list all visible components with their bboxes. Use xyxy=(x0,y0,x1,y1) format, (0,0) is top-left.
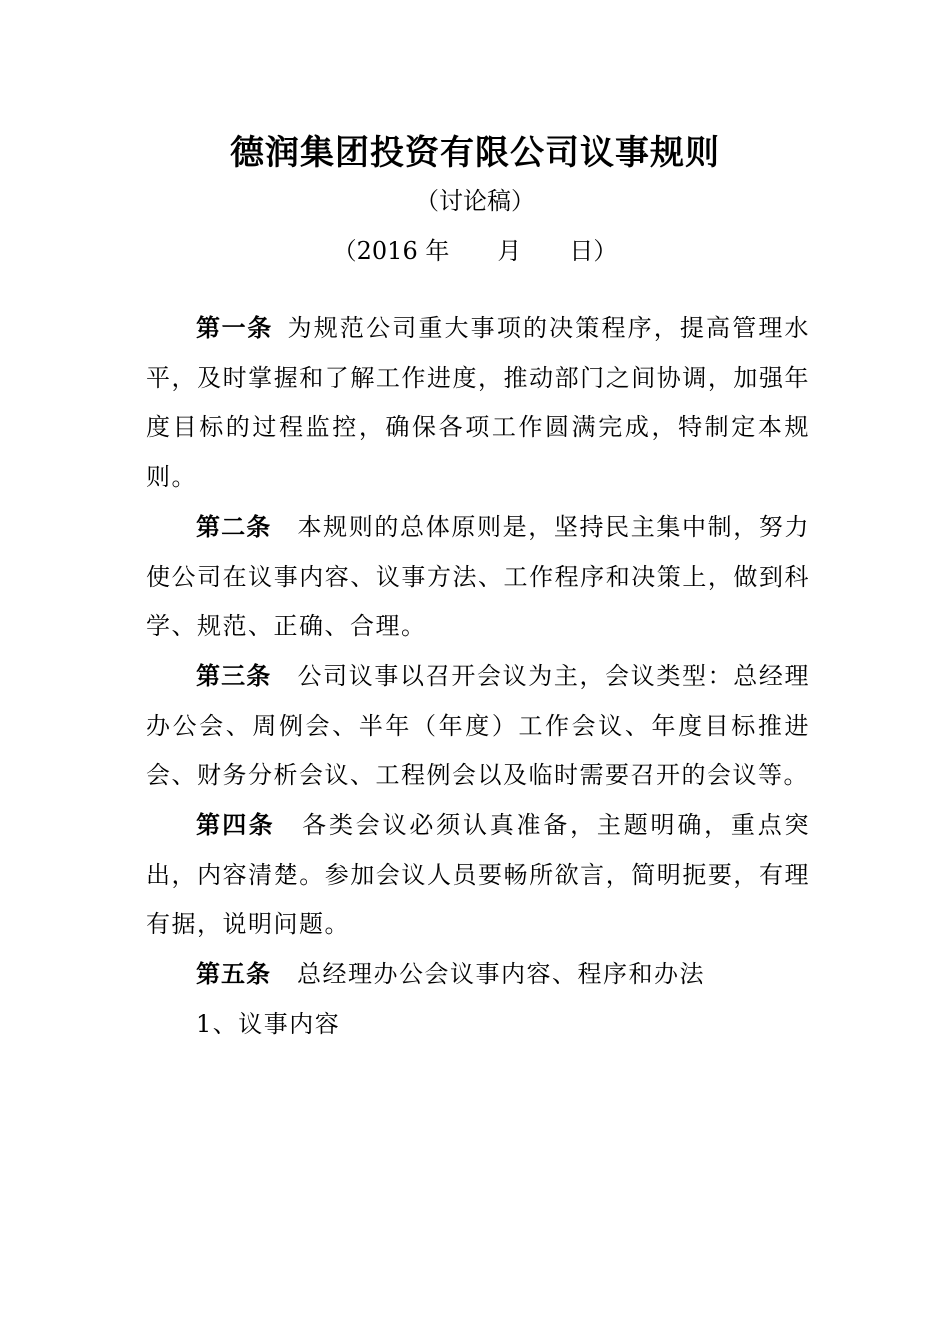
article-3-text: 公司议事以召开会议为主，会议类型：总经理办公会、周例会、半年（年度）工作会议、年度目标推进会、财务分析会议、工程例会以及临时需要召开的会议等。 xyxy=(146,661,811,790)
document-title: 德润集团投资有限公司议事规则 xyxy=(230,133,720,173)
article-1-text: 为规范公司重大事项的决策程序，提高管理水平，及时掌握和了解工作进度，推动部门之间协调，加强年度目标的过程监控，确保各项工作圆满完成，特制定本规则。 xyxy=(146,314,811,492)
article-4-number: 第四条 xyxy=(196,811,275,840)
article-3-number: 第三条 xyxy=(196,661,272,690)
article-5-number: 第五条 xyxy=(196,960,271,989)
document-date: （2016 年 月 日） xyxy=(332,237,618,265)
document-body xyxy=(146,304,810,1050)
article-1 xyxy=(146,304,810,503)
article-2-number: 第二条 xyxy=(196,512,272,541)
article-4-text: 各类会议必须认真准备，主题明确，重点突出，内容清楚。参加会议人员要畅所欲言，简明扼要，有理有据，说明问题。 xyxy=(146,811,811,939)
article-2-text: 本规则的总体原则是，坚持民主集中制，努力使公司在议事内容、议事方法、工作程序和决策上，做到科学、规范、正确、合理。 xyxy=(146,512,811,641)
article-2 xyxy=(146,503,810,652)
article-3 xyxy=(146,652,810,801)
article-1-number: 第一条 xyxy=(196,314,273,342)
article-5-text: 总经理办公会议事内容、程序和办法 xyxy=(297,960,705,989)
document-subtitle: （讨论稿） xyxy=(415,187,535,215)
article-5 xyxy=(146,950,810,1000)
section-item-1: 1、议事内容 xyxy=(196,1009,341,1038)
article-4 xyxy=(146,801,810,950)
